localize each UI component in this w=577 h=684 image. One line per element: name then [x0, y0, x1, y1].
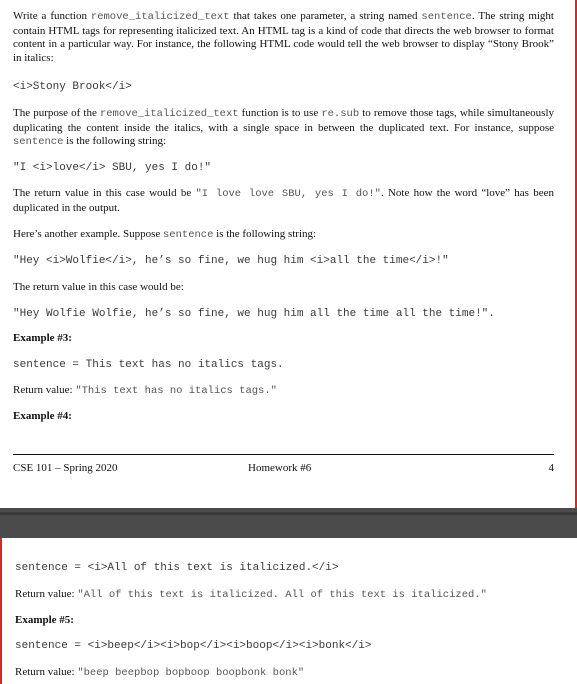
code-example-stony-brook: <i>Stony Brook</i> — [13, 81, 132, 93]
text: is the following string: — [213, 228, 317, 240]
re-sub-code: re.sub — [321, 108, 360, 120]
purpose-paragraph — [13, 107, 554, 150]
text: Write a function — [13, 10, 91, 22]
return-value-code: "beep beepbop bopboop boopbonk bonk" — [77, 667, 305, 679]
function-name-code: remove_italicized_text — [90, 11, 230, 23]
example-3-heading: Example #3: — [13, 332, 72, 344]
footer-title: Homework #6 — [248, 462, 312, 474]
return-label: Return value: — [15, 588, 78, 600]
footer-page-number: 4 — [548, 462, 554, 474]
footer-rule — [13, 454, 554, 455]
function-name-code: remove_italicized_text — [99, 108, 239, 120]
footer-course: CSE 101 – Spring 2020 — [13, 462, 118, 474]
text: Here’s another example. Suppose — [13, 228, 163, 240]
page-gap-shadow — [0, 512, 577, 515]
example-4-input: sentence = <i>All of this text is italicized.</i> — [15, 562, 339, 574]
example-5-return — [15, 666, 556, 681]
code-example-wolfie-output: "Hey Wolfie Wolfie, he’s so fine, we hug him all the time all the time!". — [13, 308, 495, 320]
parameter-name-code: sentence — [162, 229, 214, 241]
example-5-input: sentence = <i>beep</i><i>bop</i><i>boop</i><i>bonk</i> — [15, 640, 372, 652]
intro-paragraph — [13, 10, 554, 65]
text: function is to use — [238, 107, 322, 119]
example-4-heading: Example #4: — [13, 410, 72, 422]
text: is the following string: — [63, 135, 167, 147]
parameter-name-code: sentence — [13, 136, 64, 148]
return-value-code: "All of this text is italicized. All of this text is italicized." — [77, 589, 487, 601]
return-value-code: "I love love SBU, yes I do!" — [195, 188, 381, 200]
code-example-wolfie: "Hey <i>Wolfie</i>, he’s so fine, we hug him <i>all the time</i>!" — [13, 255, 449, 267]
document-page-5 — [0, 538, 577, 684]
code-example-love: "I <i>love</i> SBU, yes I do!" — [13, 162, 212, 174]
text: that takes one parameter, a string named — [229, 10, 422, 22]
return-value-code: "This text has no italics tags." — [75, 385, 277, 397]
example-3-input: sentence = This text has no italics tags. — [13, 359, 284, 371]
return-label: Return value: — [13, 384, 76, 396]
example-3-return — [13, 384, 554, 399]
example-5-heading: Example #5: — [15, 614, 74, 626]
text: . Note how the word “love” has been duplicated in the output. — [13, 187, 554, 214]
text: . The string might contain HTML tags for representing italicized text. An HTML tag is a kind of code that directs the web browser to format content in a particular way. For instance, the following HTML code would tell the web browser to display “Stony Brook” in italics: — [13, 10, 554, 64]
parameter-name-code: sentence — [421, 11, 472, 23]
another-example-paragraph — [13, 228, 554, 243]
return-label: Return value: — [15, 666, 78, 678]
return-value-paragraph — [13, 187, 554, 215]
return-value-label-paragraph: The return value in this case would be: — [13, 281, 184, 293]
text: The return value in this case would be — [13, 187, 196, 199]
text: The purpose of the — [13, 107, 100, 119]
example-4-return — [15, 588, 556, 603]
text: to remove those tags, while simultaneously duplicating the content inside the italics, with a single space in between the duplicated text. For instance, suppose — [13, 107, 555, 134]
